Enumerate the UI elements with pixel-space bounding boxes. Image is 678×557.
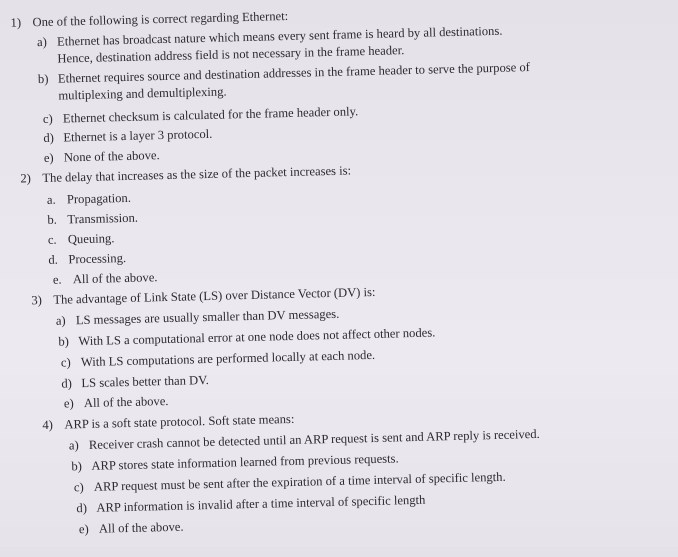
question-text: One of the following is correct regarding Ethernet: [32, 8, 289, 30]
option-label: b) [71, 459, 83, 474]
q3-option-d [61, 373, 209, 392]
option-label: a) [36, 34, 48, 50]
option-text: LS messages are usually smaller than DV messages. [75, 306, 340, 328]
q2-option-a [47, 191, 131, 208]
question-1 [10, 9, 288, 31]
option-text: All of the above. [83, 394, 169, 411]
question-text: ARP is a soft state protocol. Soft state means: [64, 411, 295, 432]
option-label: e. [52, 272, 62, 287]
q3-option-c [61, 348, 376, 371]
q3-option-b [58, 325, 435, 349]
option-text: LS scales better than DV. [81, 373, 209, 391]
option-label: e) [63, 396, 74, 411]
q1-option-d [43, 127, 212, 146]
option-label: e) [78, 521, 89, 537]
option-label: c) [60, 355, 71, 370]
question-2 [20, 163, 351, 186]
option-text: All of the above. [72, 270, 158, 287]
option-text: All of the above. [98, 519, 184, 536]
q4-option-b [71, 451, 399, 474]
option-label: c. [47, 232, 57, 247]
question-number: 4) [42, 417, 54, 433]
option-text: Queuing. [67, 231, 115, 247]
option-text: ARP request must be sent after the expiration of a time interval of specific length. [93, 469, 506, 494]
option-label: c) [73, 480, 84, 495]
question-number: 2) [20, 171, 32, 186]
q3-option-a [56, 307, 340, 329]
option-text: Receiver crash cannot be detected until an ARP request is sent and ARP reply is received. [88, 426, 540, 452]
q2-option-d [48, 251, 126, 268]
question-number: 3) [31, 293, 43, 308]
option-text: Ethernet checksum is calculated for the frame header only. [62, 104, 359, 126]
option-label: a) [68, 438, 79, 453]
option-label: d. [48, 252, 58, 267]
q1-option-e [44, 148, 160, 166]
question-text: The advantage of Link State (LS) over Distance Vector (DV) is: [53, 284, 376, 307]
option-text: Processing. [68, 250, 127, 267]
option-text: With LS a computational error at one node does not affect other nodes. [78, 325, 436, 349]
q1-option-a-line-2: Hence, destination address field is not necessary in the frame header. [57, 43, 405, 66]
q4-option-d [76, 493, 425, 517]
option-text: ARP information is invalid after a time interval of specific length [96, 492, 426, 515]
option-label: d) [76, 501, 88, 516]
option-text: Propagation. [66, 190, 132, 207]
q1-option-b-line-2: multiplexing and demultiplexing. [58, 84, 227, 103]
q2-option-e [53, 270, 158, 288]
option-label: b) [37, 71, 49, 87]
question-4 [42, 412, 294, 433]
option-label: b. [47, 212, 58, 227]
option-label: e) [43, 150, 54, 165]
q4-option-e [79, 520, 184, 538]
q3-option-e [64, 394, 169, 412]
option-text: Transmission. [67, 210, 139, 227]
option-label: d) [61, 376, 73, 391]
q4-option-a [69, 427, 540, 454]
option-label: a) [55, 313, 66, 328]
q2-option-b [47, 211, 138, 228]
option-label: d) [43, 130, 55, 145]
option-label: b) [58, 334, 70, 349]
question-text: The delay that increases as the size of the packet increases is: [42, 163, 352, 186]
q4-option-c [74, 470, 506, 496]
option-text: Ethernet requires source and destination addresses in the frame header to serve the purpose of [57, 60, 531, 86]
option-text: Ethernet has broadcast nature which means every sent frame is heard by all destinations. [56, 23, 503, 49]
question-3 [31, 285, 375, 308]
option-text: With LS computations are performed locally at each node. [80, 347, 376, 370]
option-text: ARP stores state information learned from previous requests. [91, 451, 399, 473]
question-number: 1) [10, 15, 22, 30]
option-text: Ethernet is a layer 3 protocol. [63, 126, 213, 145]
q1-option-c [43, 104, 359, 127]
option-label: c) [42, 111, 53, 126]
option-text: None of the above. [63, 148, 160, 165]
q2-option-c [48, 231, 115, 248]
option-label: a. [46, 192, 56, 207]
